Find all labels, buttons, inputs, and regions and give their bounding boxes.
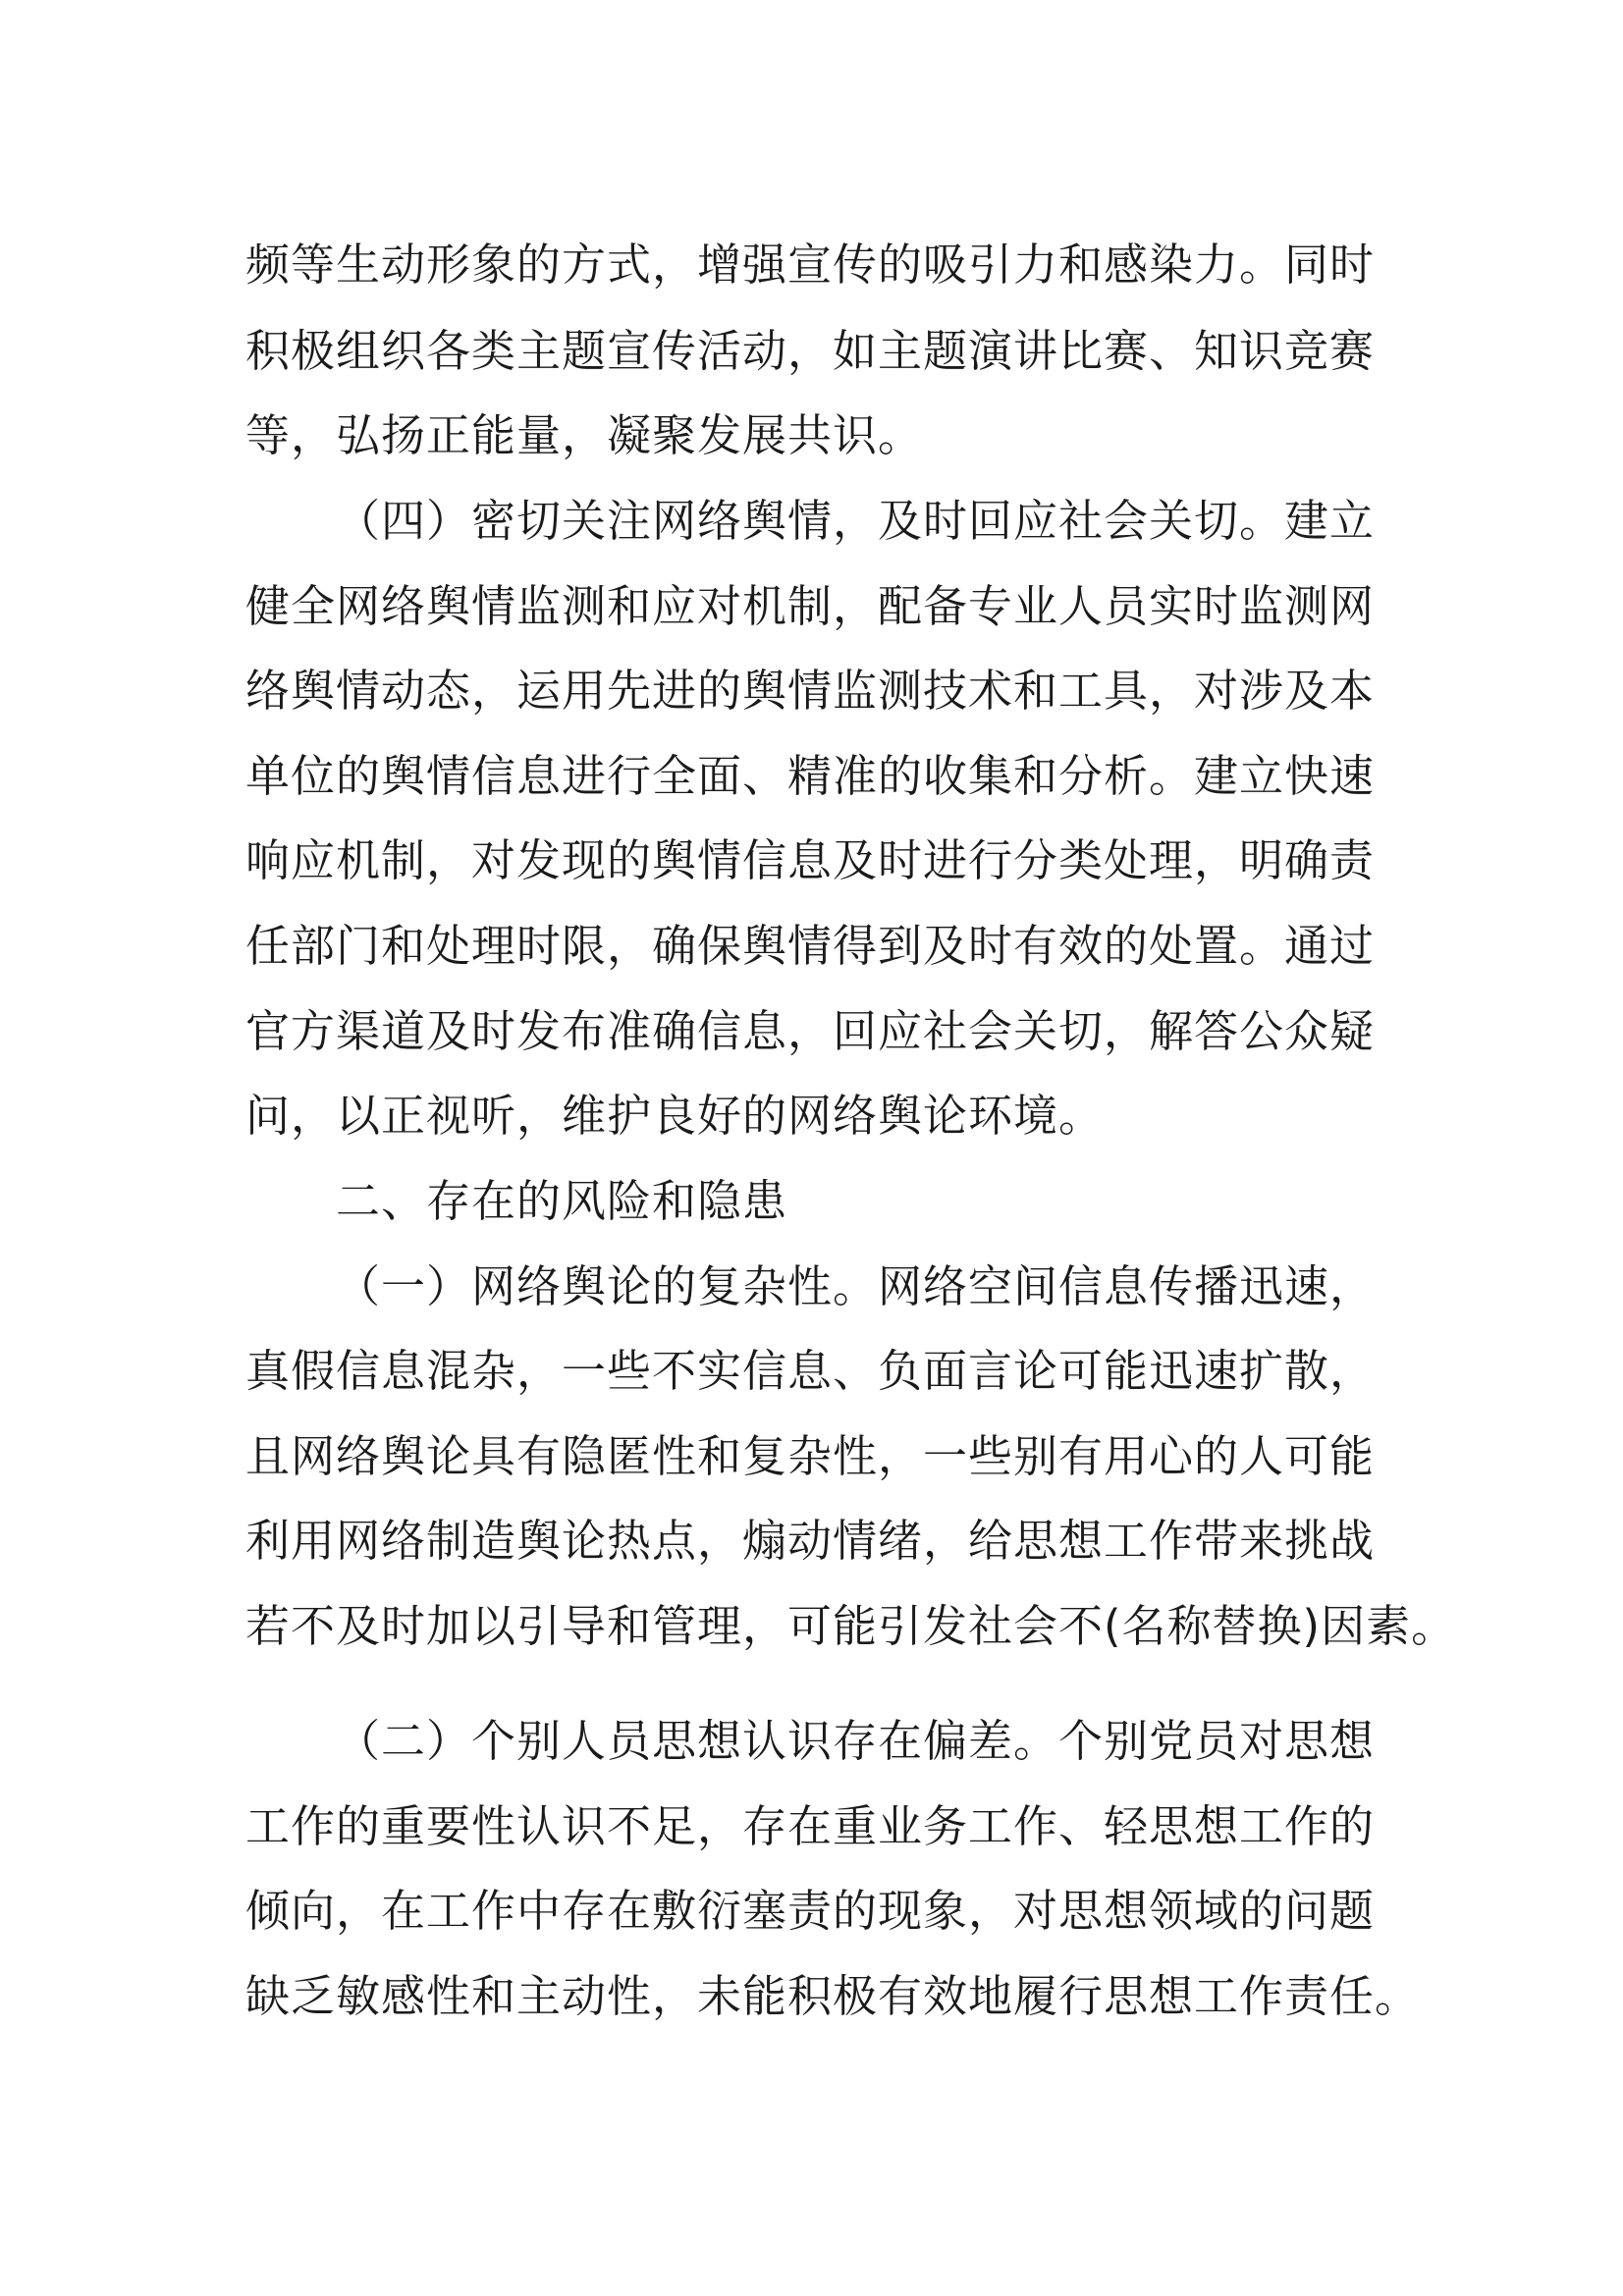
text-line: 缺乏敏感性和主动性，未能积极有效地履行思想工作责任。 [245,1970,1421,2022]
text-line: 单位的舆情信息进行全面、精准的收集和分析。建立快速 [245,750,1376,802]
section-heading-4: （四）密切关注网络舆情，及时回应社会关切。建立 [336,495,1376,547]
section-heading-2: （二）个别人员思想认识存在偏差。个别党员对思想 [336,1715,1376,1767]
text-line: 等，弘扬正能量，凝聚发展共识。 [245,409,924,461]
text-line: 健全网络舆情监测和应对机制，配备专业人员实时监测网 [245,580,1376,632]
text-line: 倾向，在工作中存在敷衍塞责的现象，对思想领域的问题 [245,1885,1376,1937]
text-line: 响应机制，对发现的舆情信息及时进行分类处理，明确责 [245,834,1376,886]
text-line: 问，以正视听，维护良好的网络舆论环境。 [245,1090,1105,1142]
text-line: 频等生动形象的方式，增强宣传的吸引力和感染力。同时 [245,239,1376,291]
text-line: 络舆情动态，运用先进的舆情监测技术和工具，对涉及本 [245,665,1376,717]
text-line: 官方渠道及时发布准确信息，回应社会关切，解答公众疑 [245,1005,1376,1057]
text-line: 工作的重要性认识不足，存在重业务工作、轻思想工作的 [245,1800,1376,1852]
section-heading-1: （一）网络舆论的复杂性。网络空间信息传播迅速， [336,1260,1376,1312]
text-line: 真假信息混杂，一些不实信息、负面言论可能迅速扩散， [245,1345,1376,1397]
text-line: 利用网络制造舆论热点，煽动情绪，给思想工作带来挑战 [245,1515,1376,1567]
text-line: 若不及时加以引导和管理，可能引发社会不(名称替换)因素。 [245,1600,1457,1652]
text-line: 任部门和处理时限，确保舆情得到及时有效的处置。通过 [245,920,1376,972]
chapter-heading: 二、存在的风险和隐患 [336,1175,788,1227]
text-line: 积极组织各类主题宣传活动，如主题演讲比赛、知识竞赛 [245,325,1376,377]
text-line: 且网络舆论具有隐匿性和复杂性，一些别有用心的人可能 [245,1430,1376,1482]
